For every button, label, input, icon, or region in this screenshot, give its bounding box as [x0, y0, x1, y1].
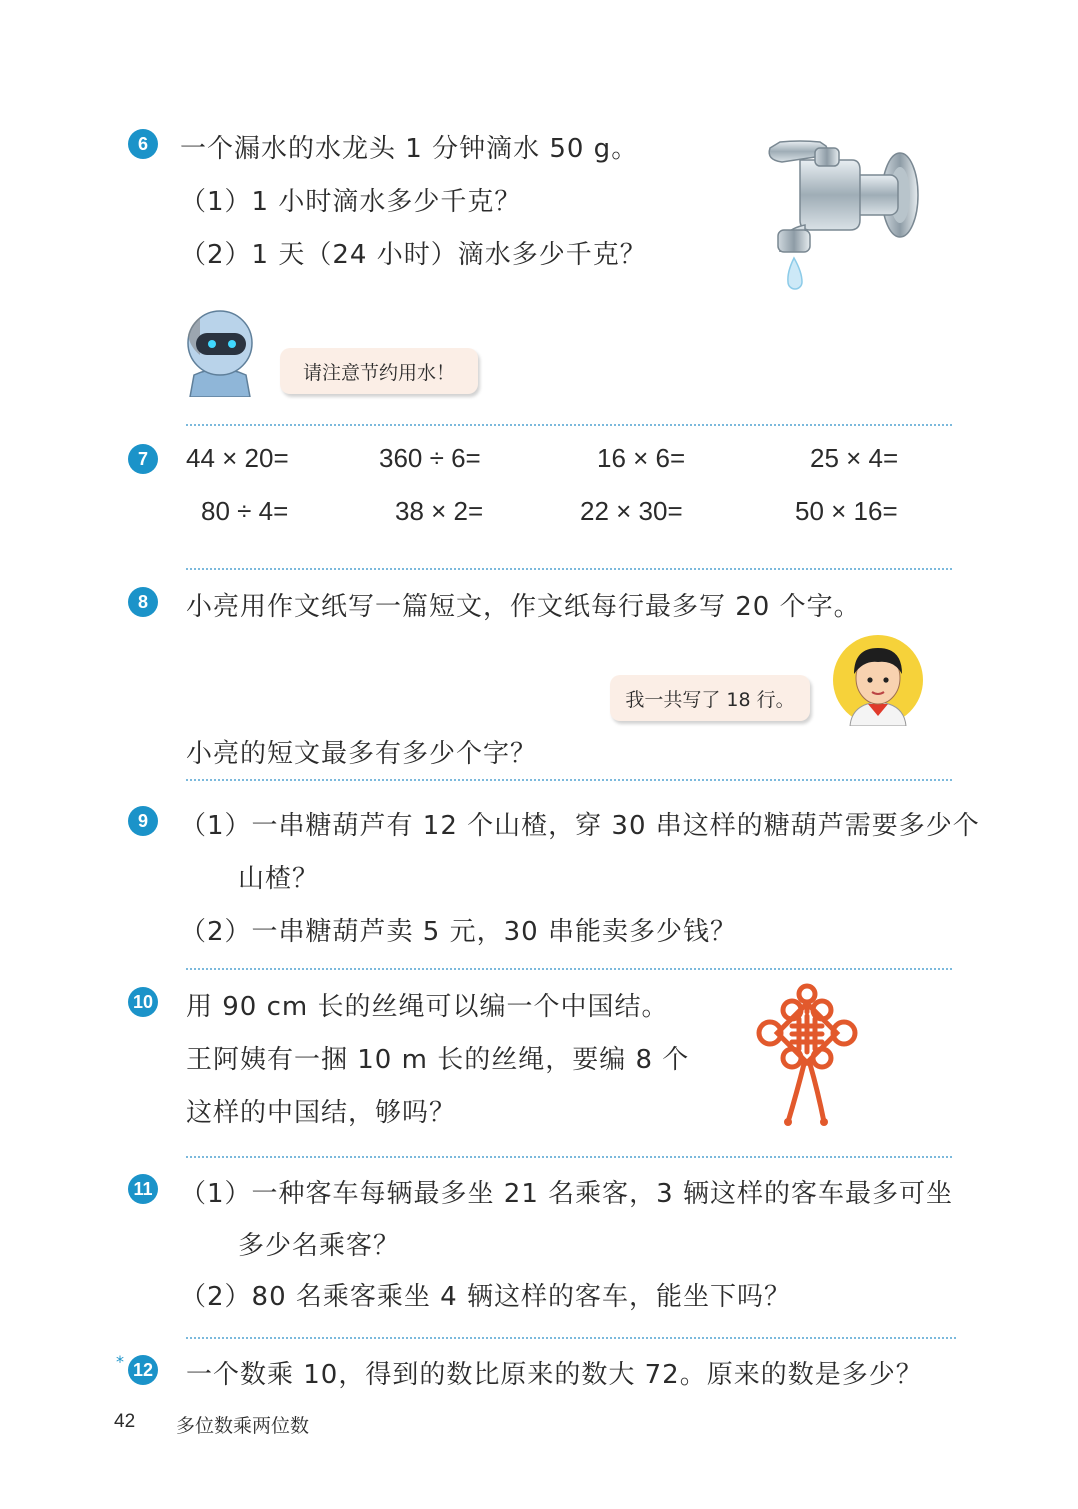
divider — [186, 779, 952, 781]
page-number: 42 — [114, 1411, 136, 1432]
boy-speech-bubble: 我一共写了 18 行。 — [610, 675, 810, 721]
divider — [186, 1337, 956, 1339]
problem-number-11: 11 — [128, 1174, 158, 1204]
problem-9-question-1-cont: 山楂？ — [238, 864, 320, 894]
problem-8-stem: 小亮用作文纸写一篇短文，作文纸每行最多写 20 个字。 — [186, 592, 861, 622]
problem-11-question-1-cont: 多少名乘客？ — [238, 1231, 401, 1261]
problem-10-line-3: 这样的中国结，够吗？ — [186, 1098, 457, 1128]
boy-avatar — [832, 634, 924, 726]
problem-number-10: 10 — [128, 987, 158, 1017]
chapter-title: 多位数乘两位数 — [176, 1415, 310, 1437]
problem-10-line-2: 王阿姨有一捆 10 m 长的丝绳，要编 8 个 — [186, 1045, 690, 1075]
optional-star-mark: * — [116, 1352, 124, 1371]
equation-r2-c3: 22 × 30= — [580, 496, 683, 526]
problem-11-question-1: （1）一种客车每辆最多坐 21 名乘客，3 辆这样的客车最多可坐 — [180, 1179, 953, 1209]
equation-r1-c3: 16 × 6= — [597, 443, 686, 473]
problem-6-question-2: （2）1 天（24 小时）滴水多少千克？ — [180, 240, 647, 270]
chinese-knot-illustration — [752, 982, 862, 1132]
problem-number-12: 12 — [128, 1355, 158, 1385]
problem-6-question-1: （1）1 小时滴水多少千克？ — [180, 187, 522, 217]
problem-10-line-1: 用 90 cm 长的丝绳可以编一个中国结。 — [186, 992, 669, 1022]
problem-12-stem: 一个数乘 10，得到的数比原来的数大 72。原来的数是多少？ — [186, 1360, 923, 1390]
problem-number-9: 9 — [128, 806, 158, 836]
robot-speech-bubble: 请注意节约用水！ — [280, 348, 478, 394]
equation-r2-c1: 80 ÷ 4= — [201, 496, 289, 526]
problem-11-question-2: （2）80 名乘客乘坐 4 辆这样的客车，能坐下吗？ — [180, 1282, 791, 1312]
equation-r1-c2: 360 ÷ 6= — [379, 443, 481, 473]
divider — [186, 1156, 952, 1158]
problem-8-question: 小亮的短文最多有多少个字？ — [186, 739, 538, 769]
divider — [186, 968, 952, 970]
problem-number-6: 6 — [128, 129, 158, 159]
divider — [186, 424, 952, 426]
problem-9-question-2: （2）一串糖葫芦卖 5 元，30 串能卖多少钱？ — [180, 917, 737, 947]
problem-6-stem: 一个漏水的水龙头 1 分钟滴水 50 g。 — [180, 134, 639, 164]
equation-r1-c4: 25 × 4= — [810, 443, 899, 473]
equation-r2-c4: 50 × 16= — [795, 496, 898, 526]
problem-9-question-1: （1）一串糖葫芦有 12 个山楂，穿 30 串这样的糖葫芦需要多少个 — [180, 811, 980, 841]
problem-number-7: 7 — [128, 444, 158, 474]
robot-avatar — [180, 305, 260, 397]
problem-number-8: 8 — [128, 587, 158, 617]
divider — [186, 568, 952, 570]
faucet-illustration — [760, 130, 930, 302]
equation-r1-c1: 44 × 20= — [186, 443, 289, 473]
equation-r2-c2: 38 × 2= — [395, 496, 484, 526]
